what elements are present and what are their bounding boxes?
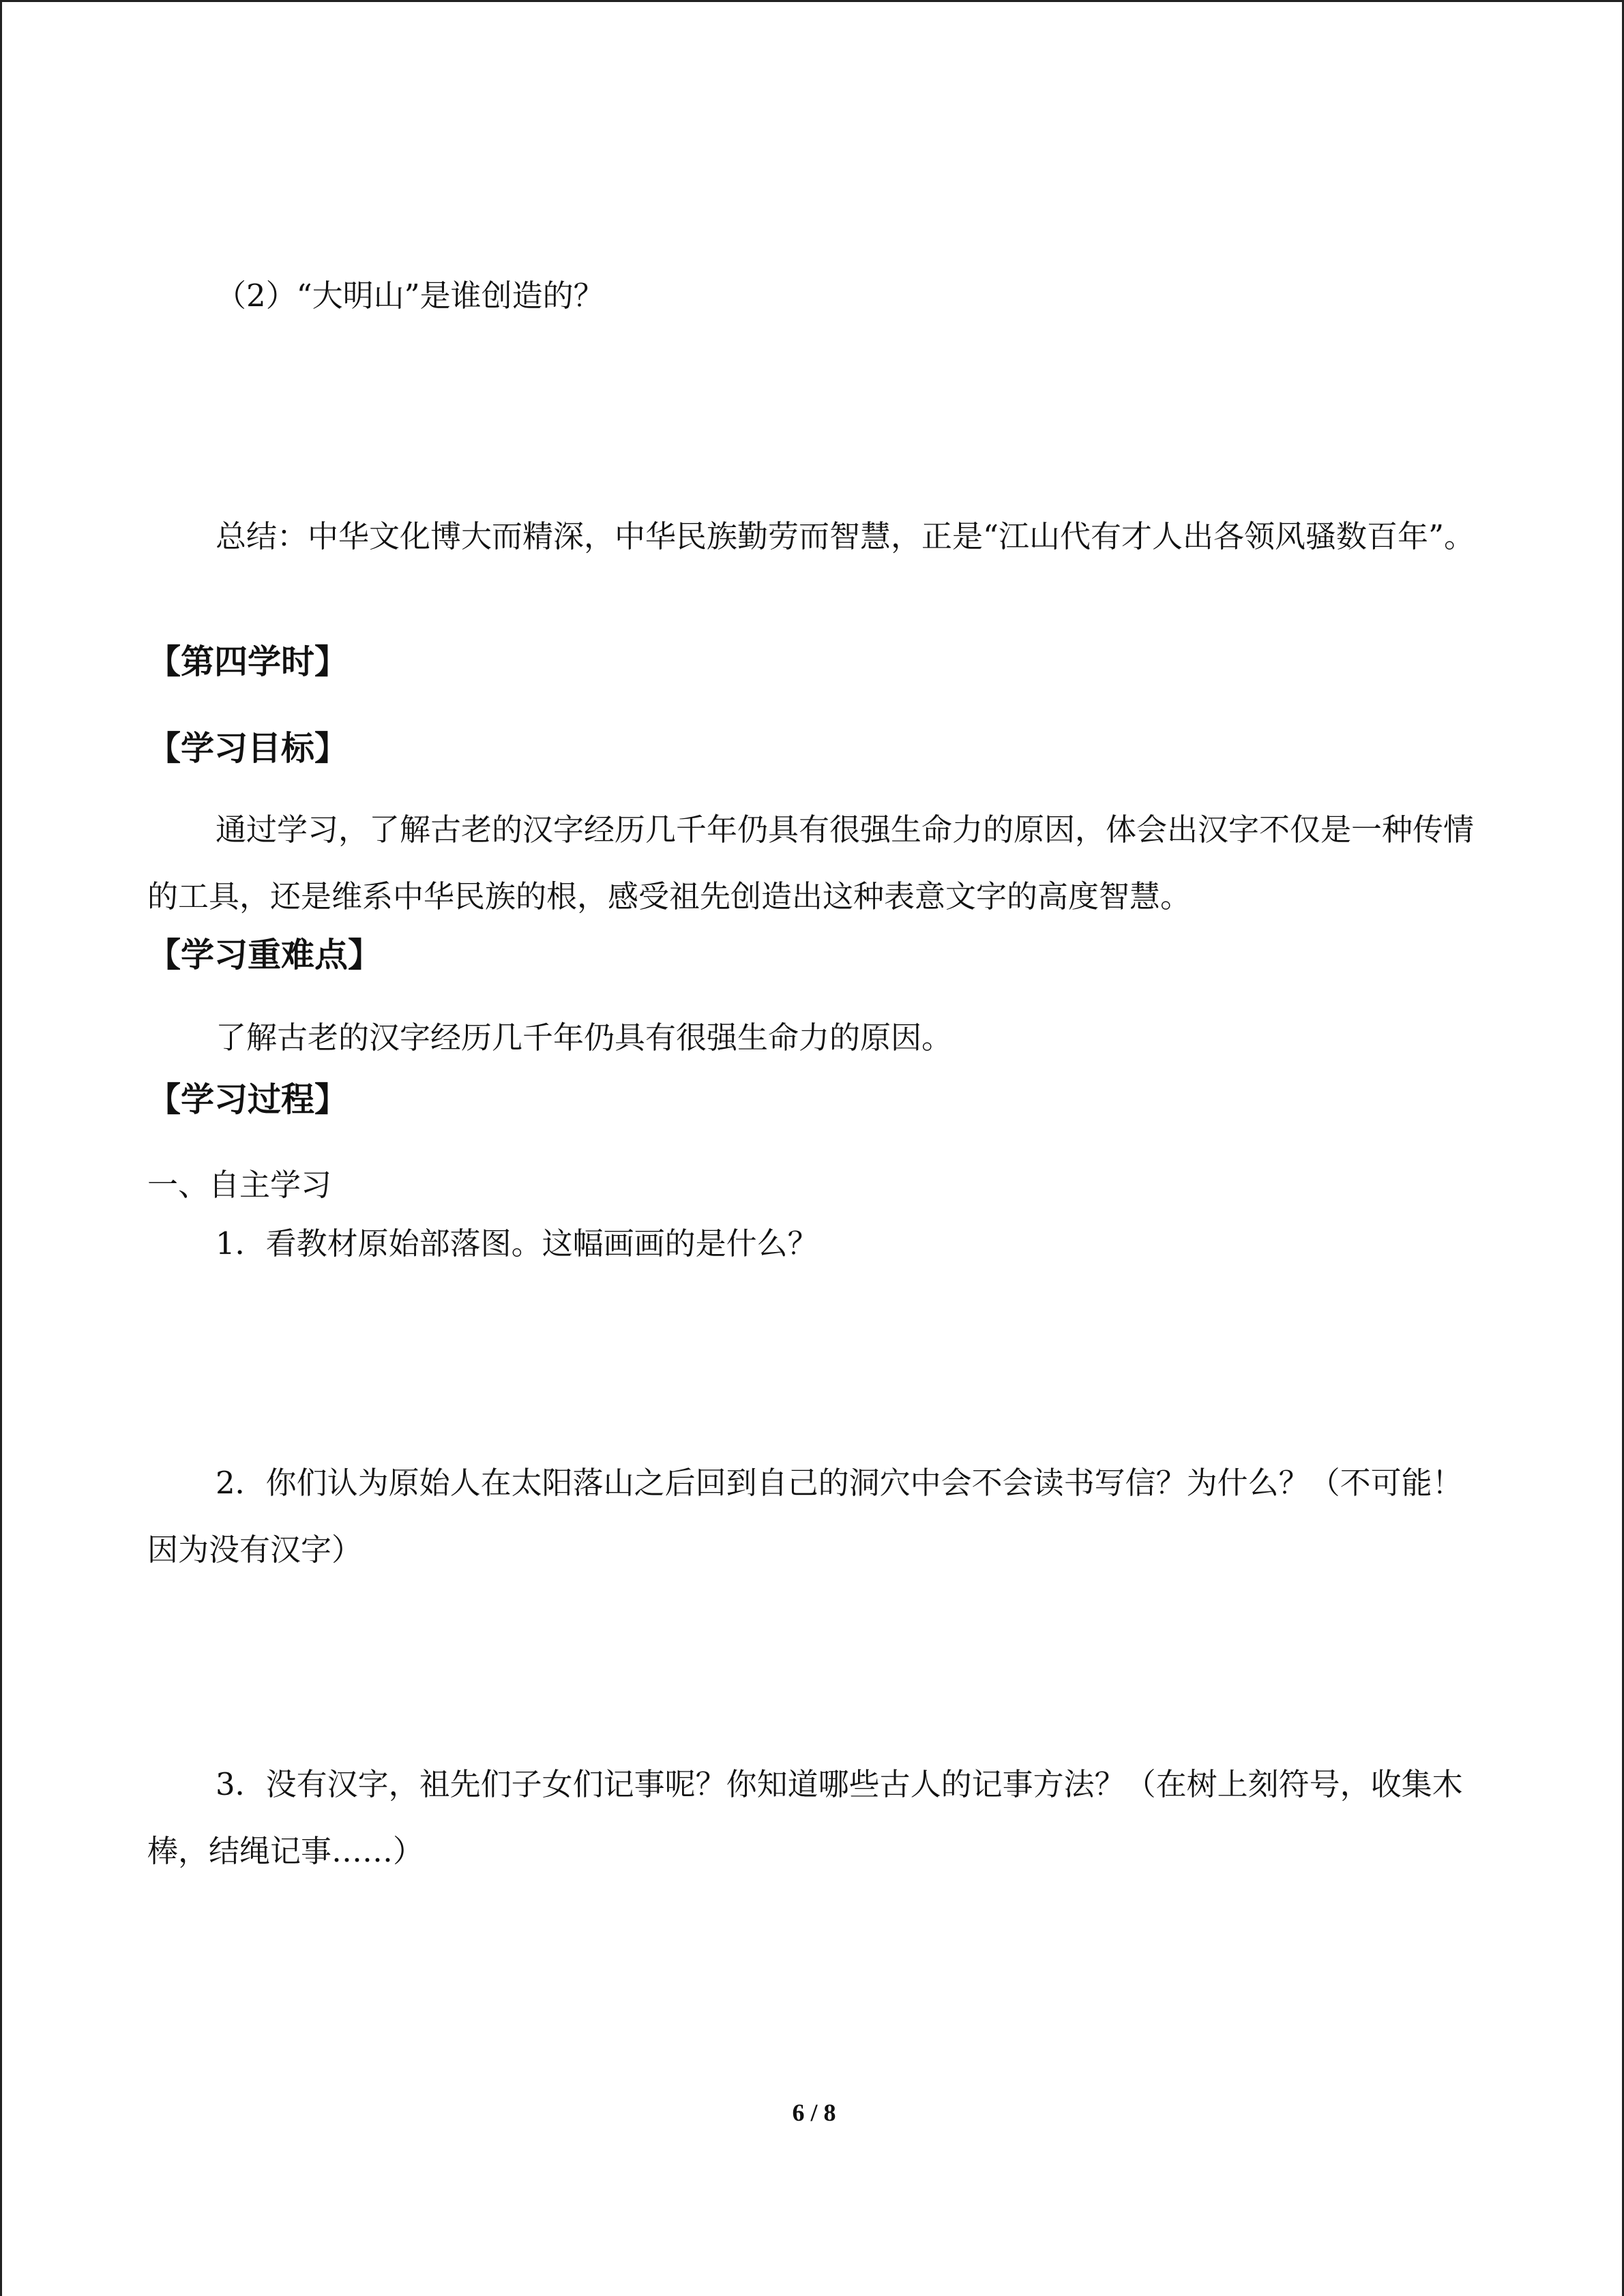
part-one-heading: 一、自主学习 [147,1167,332,1203]
list-item-1: 1．看教材原始部落图。这幅画画的是什么？ [216,1225,818,1262]
section-heading-process: 【学习过程】 [147,1080,349,1119]
section-heading-goals: 【学习目标】 [147,729,349,768]
question-2: （2）“大明山”是谁创造的？ [216,278,604,314]
goals-paragraph: 通过学习，了解古老的汉字经历几千年仍具有很强生命力的原因，体会出汉字不仅是一种传情的工具，还是维系中华民族的根，感受祖先创造出这种表意文字的高度智慧。 [147,811,1475,914]
list-item-2: 2．你们认为原始人在太阳落山之后回到自己的洞穴中会不会读书写信？为什么？（不可能！因为没有汉字） [147,1465,1463,1568]
list-item-3: 3．没有汉字，祖先们子女们记事呢？你知道哪些古人的记事方法？（在树上刻符号，收集木棒，结绳记事……） [147,1766,1463,1869]
section-heading-fourth-period: 【第四学时】 [147,642,349,681]
page-number: 6 / 8 [792,2099,836,2126]
section-heading-key-points: 【学习重难点】 [147,936,382,974]
summary-paragraph: 总结：中华文化博大而精深，中华民族勤劳而智慧，正是“江山代有才人出各领风骚数百年”。 [216,518,1475,554]
key-points-paragraph: 了解古老的汉字经历几千年仍具有很强生命力的原因。 [216,1019,953,1056]
